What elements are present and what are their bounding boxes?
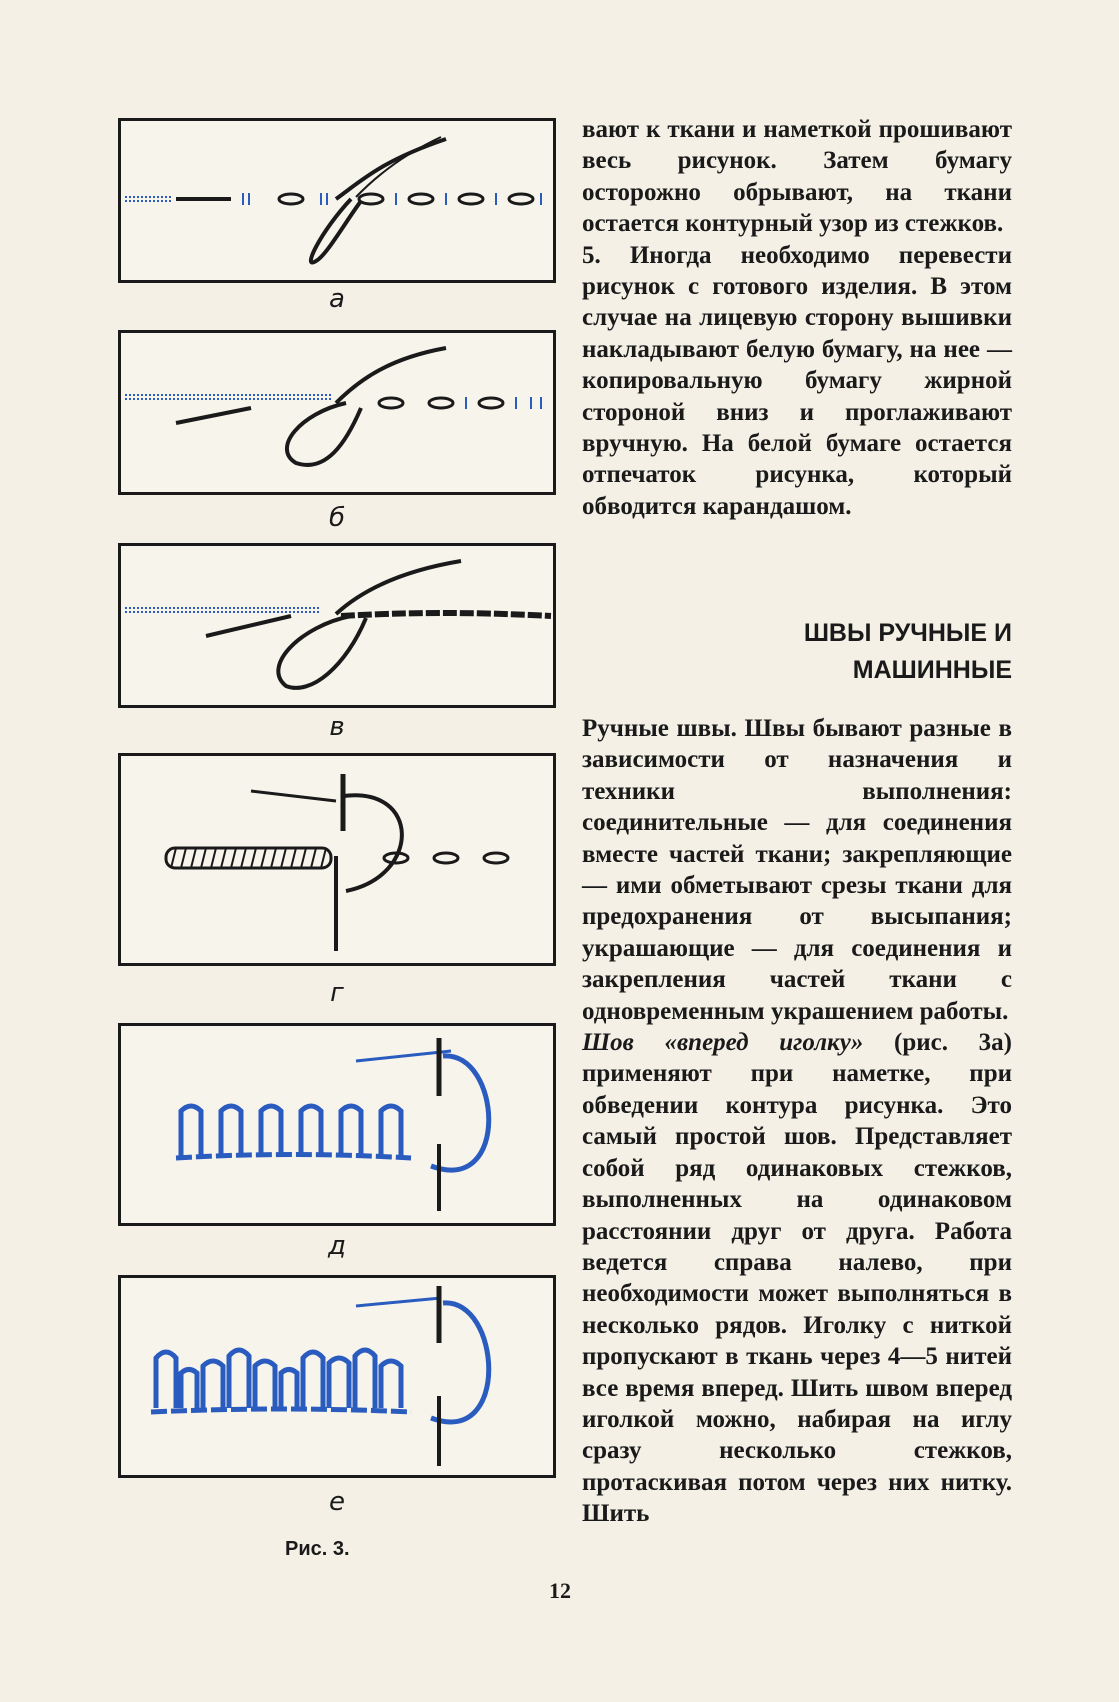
paragraph-4-lead: Шов «вперед иголку»: [582, 1029, 864, 1057]
buttonhole-stitch-illustration: [121, 1278, 553, 1475]
paragraph-3-lead: Ручные швы.: [582, 715, 737, 742]
figure-panel-b: [118, 330, 556, 495]
paragraph-3-body: Швы бывают разные в зависимости от назначения и техники выполнения: соединительные — для соединения вместе частей ткани; закрепляющие — ими обметывают срезы ткани для предохранения от высыпания; украшающие — для соединения и закрепления частей ткани с одновременным украшением работы.: [582, 715, 1012, 1025]
figure-panel-e: [118, 1275, 556, 1478]
running-stitch-illustration: [121, 121, 553, 280]
paragraph-1: вают к ткани и наметкой прошивают весь рисунок. Затем бумагу осторожно обрывают, на ткани остается контурный узор из стежков.: [582, 116, 1012, 238]
overcast-stitch-illustration: [121, 756, 553, 963]
paragraph-4: [582, 1027, 1012, 1530]
figure-letter-g: г: [330, 978, 344, 1008]
paragraph-3: [582, 713, 1012, 1027]
figure-letter-e: е: [329, 1487, 345, 1517]
page-number: 12: [549, 1578, 571, 1603]
back-stitch-illustration: [121, 333, 553, 492]
figure-letter-b: б: [328, 503, 346, 533]
paragraph-4-body: (рис. 3а) применяют при наметке, при обведении контура рисунка. Это самый простой шов. Представляет собой ряд одинаковых стежков, выполненных на одинаковом расстоянии друг от друга. Работа ведется справа налево, при необходимости может выполняться в несколько рядов. Иголку с ниткой пропускают в ткань через 4—5 нитей все время вперед. Шить швом вперед иголкой можно, набирая на иглу сразу несколько стежков, протаскивая потом через них нитку. Шить: [582, 1029, 1012, 1528]
heading-line-2: МАШИННЫЕ: [852, 656, 1012, 684]
figure-letter-d: д: [328, 1231, 346, 1261]
text-column-top: [582, 114, 1012, 522]
figure-panel-g: [118, 753, 556, 966]
paragraph-2: 5. Иногда необходимо перевести рисунок с готового изделия. В этом случае на лицевую сторону вышивки накладывают белую бумагу, на нее — копировальную бумагу жирной стороной вниз и проглаживают вручную. На белой бумаге остается отпечаток рисунка, который обводится карандашом.: [582, 241, 1012, 520]
figure-panel-v: [118, 543, 556, 708]
section-heading: [700, 615, 1012, 689]
stem-stitch-illustration: [121, 546, 553, 705]
blanket-stitch-illustration: [121, 1026, 553, 1223]
figure-caption: Рис. 3.: [285, 1538, 350, 1560]
figure-letter-a: а: [329, 284, 345, 314]
heading-line-1: ШВЫ РУЧНЫЕ И: [803, 619, 1012, 647]
text-column-bottom: [582, 713, 1012, 1530]
figure-panel-a: [118, 118, 556, 283]
figure-panel-d: [118, 1023, 556, 1226]
figure-letter-v: в: [329, 712, 345, 742]
